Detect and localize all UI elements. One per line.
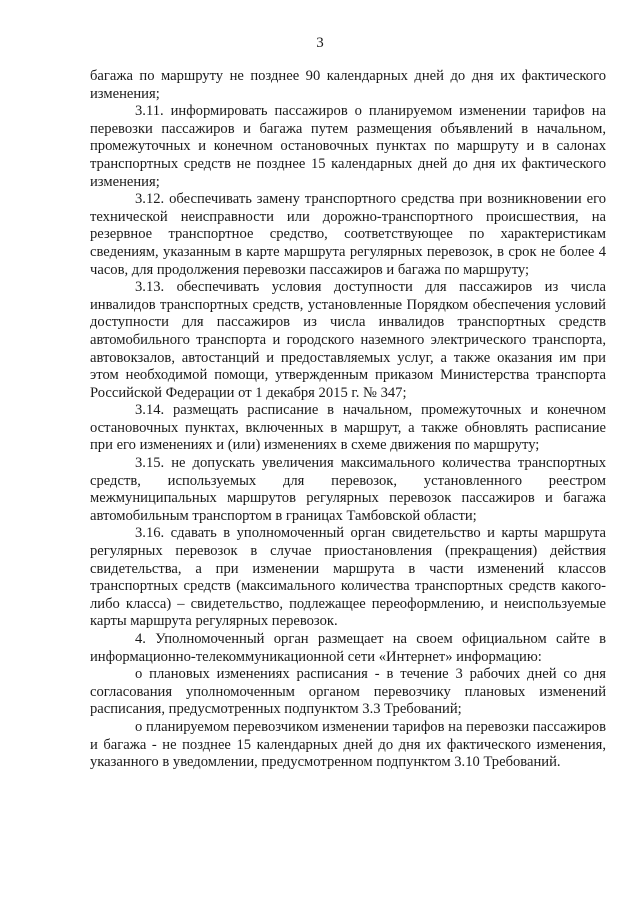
paragraph-3-12: 3.12. обеспечивать замену транспортного средства при возникновении его технической неисправности или дорожно-транспортного происшествия, на резервное транспортное средство, соответствующее по характеристикам сведениям, указанным в карте маршрута регулярных перевозок, в срок не более 4 часов, для продолжения перевозки пассажиров и багажа по маршруту;: [90, 191, 606, 278]
paragraph-continuation: багажа по маршруту не позднее 90 календарных дней до дня их фактического изменения;: [90, 68, 606, 102]
paragraph-4-tariff-changes: о планируемом перевозчиком изменении тарифов на перевозки пассажиров и багажа - не позднее 15 календарных дней до дня их фактического изменения, указанного в уведомлении, предусмотренном подпунктом 3.10 Требований.: [90, 718, 606, 771]
paragraph-4: 4. Уполномоченный орган размещает на своем официальном сайте в информационно-телекоммуникационной сети «Интернет» информацию:: [90, 631, 606, 665]
paragraph-3-13: 3.13. обеспечивать условия доступности для пассажиров из числа инвалидов транспортных средств, установленные Порядком обеспечения условий доступности для пассажиров из числа инвалидов транспортных средств автомобильного транспорта и городского наземного электрического транспорта, автовокзалов, автостанций и предоставляемых услуг, а также оказания им при этом необходимой помощи, утвержденным приказом Министерства транспорта Российской Федерации от 1 декабря 2015 г. № 347;: [90, 279, 606, 401]
paragraph-3-15: 3.15. не допускать увеличения максимального количества транспортных средств, используемых для перевозок, установленного реестром межмуниципальных маршрутов регулярных перевозок пассажиров и багажа автомобильным транспортом в границах Тамбовской области;: [90, 455, 606, 524]
paragraph-4-schedule-changes: о плановых изменениях расписания - в течение 3 рабочих дней со дня согласования уполномоченным органом перевозчику плановых изменений расписания, предусмотренных подпунктом 3.3 Требований;: [90, 666, 606, 718]
page-number: 3: [316, 35, 324, 51]
paragraph-3-11: 3.11. информировать пассажиров о планируемом изменении тарифов на перевозки пассажиров и багажа путем размещения объявлений в начальном, промежуточных и конечном остановочных пунктах по маршруту и в салонах транспортных средств не позднее 15 календарных дней до дня их фактического изменения;: [90, 103, 606, 190]
paragraph-3-14: 3.14. размещать расписание в начальном, промежуточных и конечном остановочных пунктах, включенных в маршрут, а также обновлять расписание при его изменениях и (или) изменениях в схеме движения по маршруту;: [90, 402, 606, 454]
document-body: [90, 68, 606, 772]
paragraph-3-16: 3.16. сдавать в уполномоченный орган свидетельство и карты маршрута регулярных перевозок в случае приостановления (прекращения) действия свидетельства, а при изменении маршрута в части изменений классов транспортных средств (максимального количества транспортных средств какого-либо класса) – свидетельство, подлежащее переоформлению, и неиспользуемые карты маршрута регулярных перевозок.: [90, 525, 606, 630]
